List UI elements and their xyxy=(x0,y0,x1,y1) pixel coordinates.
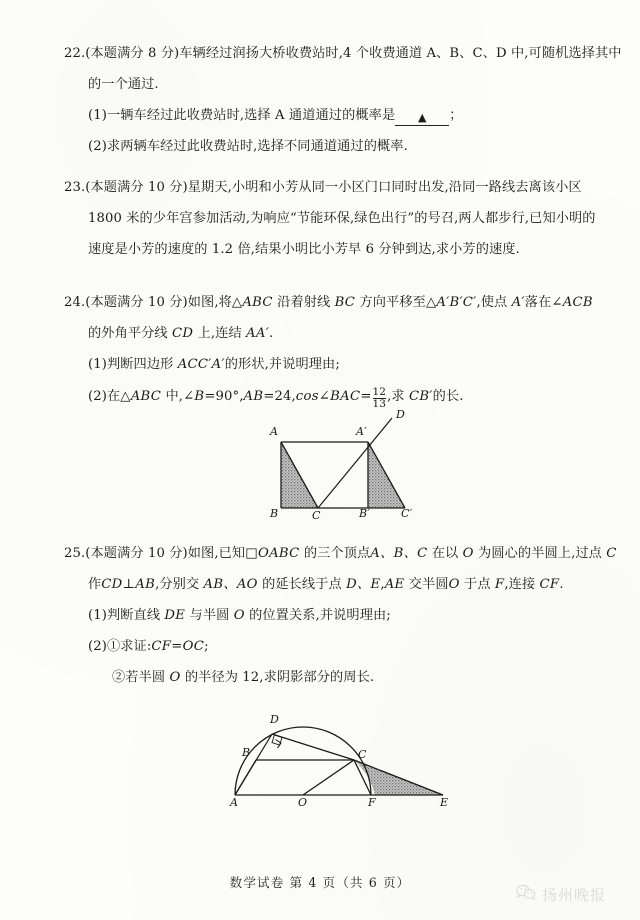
figure24-label-D: D xyxy=(396,408,406,421)
figure25-segment-co xyxy=(303,760,354,795)
question-23 xyxy=(0,172,640,265)
figure24-label-A-prime: A′ xyxy=(356,425,368,438)
q24-l1-d: ,使点 xyxy=(476,295,512,310)
figure25-label-E: E xyxy=(440,796,449,809)
watermark-text: 扬州晚报 xyxy=(542,886,607,904)
q22-line-2: 的一个通过. xyxy=(88,77,159,92)
q25-p1-b: 与半圆 xyxy=(185,608,234,623)
q25-l2-c: 的延长线于点 xyxy=(257,577,347,592)
figure24-label-B: B xyxy=(270,507,279,520)
q22-part-2: (2)求两辆车经过此收费站时,选择不同通道通过的概率. xyxy=(88,139,408,154)
q25-l2-f: 于点 xyxy=(459,577,495,592)
q24-p1-b: 的形状,并说明理由; xyxy=(224,357,340,372)
q22-line-1: 22.(本题满分 8 分)车辆经过润扬大桥收费站时,4 个收费通道 A、B、C、D 中,可随机选择其中 xyxy=(64,46,622,61)
q25-l2-e: 交半圆 xyxy=(404,577,449,592)
q24-line-1 xyxy=(0,287,640,318)
q24-l1-c: 方向平移至 xyxy=(355,295,426,310)
figure25-label-F: F xyxy=(368,796,376,809)
figure25-label-O: O xyxy=(298,796,308,809)
q25-p3-a: ②若半圆 xyxy=(112,670,170,685)
q24-l1-angle-acb: ∠ACB xyxy=(551,295,593,310)
figure24-label-A: A xyxy=(270,425,279,438)
q25-l1-c-point: C xyxy=(606,546,617,561)
q25-p1-a: (1)判断直线 xyxy=(88,608,165,623)
q24-p2-numerator: 12 xyxy=(372,385,387,398)
q24-p1-a: (1)判断四边形 xyxy=(88,357,178,372)
q25-l2-h: . xyxy=(559,577,564,592)
q22-part-1-text: (1)一辆车经过此收费站时,选择 A 通道通过的概率是 xyxy=(88,108,396,123)
q25-part-1 xyxy=(0,600,640,631)
q24-l1-a-prime: A′ xyxy=(511,295,525,310)
q24-l2-aa-prime: AA′ xyxy=(246,326,269,341)
q25-l2-de: D、E xyxy=(346,577,381,592)
q25-l1-d: 为圆心的半圆上,过点 xyxy=(473,546,607,561)
q25-l1-quad-oabc: □OABC xyxy=(245,546,300,561)
q25-l2-o: O xyxy=(448,577,460,592)
q25-p1-o: O xyxy=(233,608,245,623)
figure25-label-C: C xyxy=(358,748,367,761)
q25-line-2 xyxy=(0,569,640,600)
watermark-logo xyxy=(516,884,606,905)
q25-p3-b: 的半径为 12,求阴影部分的周长. xyxy=(180,670,375,685)
q25-l2-f-point: F xyxy=(494,577,505,592)
q24-p2-ab: AB xyxy=(243,389,264,404)
q24-l2-c: . xyxy=(269,326,274,341)
question-24 xyxy=(0,287,640,414)
q25-l2-ae: AE xyxy=(384,577,405,592)
figure25-label-D: D xyxy=(270,713,280,726)
q24-p2-b: 中, xyxy=(161,389,184,404)
triangle-translation-figure xyxy=(252,404,438,526)
question-22 xyxy=(0,38,640,162)
figure25-segment-cd xyxy=(272,734,354,760)
q25-l2-a: 作 xyxy=(88,577,102,592)
q25-p1-de: DE xyxy=(164,608,186,623)
q23-line-2: 1800 米的少年宫参加活动,为响应“节能环保,绿色出行”的号召,两人都步行,已知小明的 xyxy=(88,211,596,226)
q25-l2-b: ,分别交 xyxy=(155,577,204,592)
q25-p3-o: O xyxy=(169,670,181,685)
q22-answer-blank[interactable]: ▲ xyxy=(395,111,449,126)
figure24-label-B-prime: B′ xyxy=(359,507,371,520)
figure25-label-A: A xyxy=(230,796,239,809)
q25-l2-d: , xyxy=(380,577,385,592)
q25-p2-a: (2)①求证: xyxy=(88,639,152,654)
q24-p2-cos-angle-bac: cos∠BAC xyxy=(295,389,361,404)
q24-p2-cb-prime: CB′ xyxy=(408,389,433,404)
page-footer: 数学试卷 第 4 页（共 6 页） xyxy=(229,875,411,890)
q24-part-1 xyxy=(0,349,640,380)
q24-p2-a: (2)在 xyxy=(88,389,121,404)
q24-p2-e: = xyxy=(360,389,372,404)
q24-p2-d: =24, xyxy=(263,389,296,404)
figure25-segment-da xyxy=(235,734,272,795)
q25-l1-o: O xyxy=(462,546,474,561)
figure24-label-C: C xyxy=(312,509,321,522)
question-25 xyxy=(0,538,640,693)
q25-p1-c: 的位置关系,并说明理由; xyxy=(244,608,391,623)
figure24-label-C-prime: C′ xyxy=(401,507,413,520)
wechat-icon xyxy=(516,884,536,905)
q24-l2-a: 的外角平分线 xyxy=(88,326,173,341)
q25-l2-cf: CF xyxy=(539,577,560,592)
q24-p2-g: 的长. xyxy=(432,389,464,404)
q24-p2-denominator: 13 xyxy=(372,398,387,410)
q25-l2-ab-ao: AB、AO xyxy=(203,577,258,592)
q25-l2-cd-perp-ab: CD⊥AB xyxy=(101,577,156,592)
q23-line-3: 速度是小芳的速度的 1.2 倍,结果小明比小芳早 6 分钟到达,求小芳的速度. xyxy=(88,242,520,257)
q22-part-1 xyxy=(0,100,640,131)
q25-l1-a: 25.(本题满分 10 分)如图,已知 xyxy=(64,546,246,561)
q25-part-2 xyxy=(0,631,640,662)
q23-line-1: 23.(本题满分 10 分)星期天,小明和小芳从同一小区门口同时出发,沿同一路线去离该小区 xyxy=(64,180,582,195)
q24-p2-f: ,求 xyxy=(387,389,409,404)
q24-p1-quad: ACC′A′ xyxy=(177,357,225,372)
q24-l1-bc: BC xyxy=(334,295,356,310)
q24-l1-triangle-abc-prime: △A′B′C′ xyxy=(425,295,477,310)
q24-l1-triangle-abc: △ABC xyxy=(231,295,273,310)
q25-l1-c: 在以 xyxy=(427,546,463,561)
q24-p2-triangle: △ABC xyxy=(120,389,162,404)
q25-l2-g: ,连接 xyxy=(504,577,540,592)
q24-l1-e: 落在 xyxy=(524,295,552,310)
q24-p2-angle-b: ∠B xyxy=(183,389,205,404)
q22-part-1-tail: ； xyxy=(449,108,463,123)
figure25-label-B: B xyxy=(242,746,251,759)
q25-p2-b: ; xyxy=(204,639,209,654)
q24-p2-c: =90°, xyxy=(204,389,244,404)
q25-l1-b: 的三个顶点 xyxy=(299,546,371,561)
q24-l2-b: 上,连结 xyxy=(193,326,247,341)
q24-l2-cd: CD xyxy=(172,326,194,341)
q25-p2-cf-eq-oc: CF=OC xyxy=(151,639,205,654)
q24-line-2 xyxy=(0,318,640,349)
q24-l1-a: 24.(本题满分 10 分)如图,将 xyxy=(64,295,232,310)
q25-l1-points: A、B、C xyxy=(370,546,428,561)
q24-l1-b: 沿着射线 xyxy=(272,295,335,310)
q25-line-1 xyxy=(0,538,640,569)
semicircle-parallelogram-figure xyxy=(218,672,462,814)
